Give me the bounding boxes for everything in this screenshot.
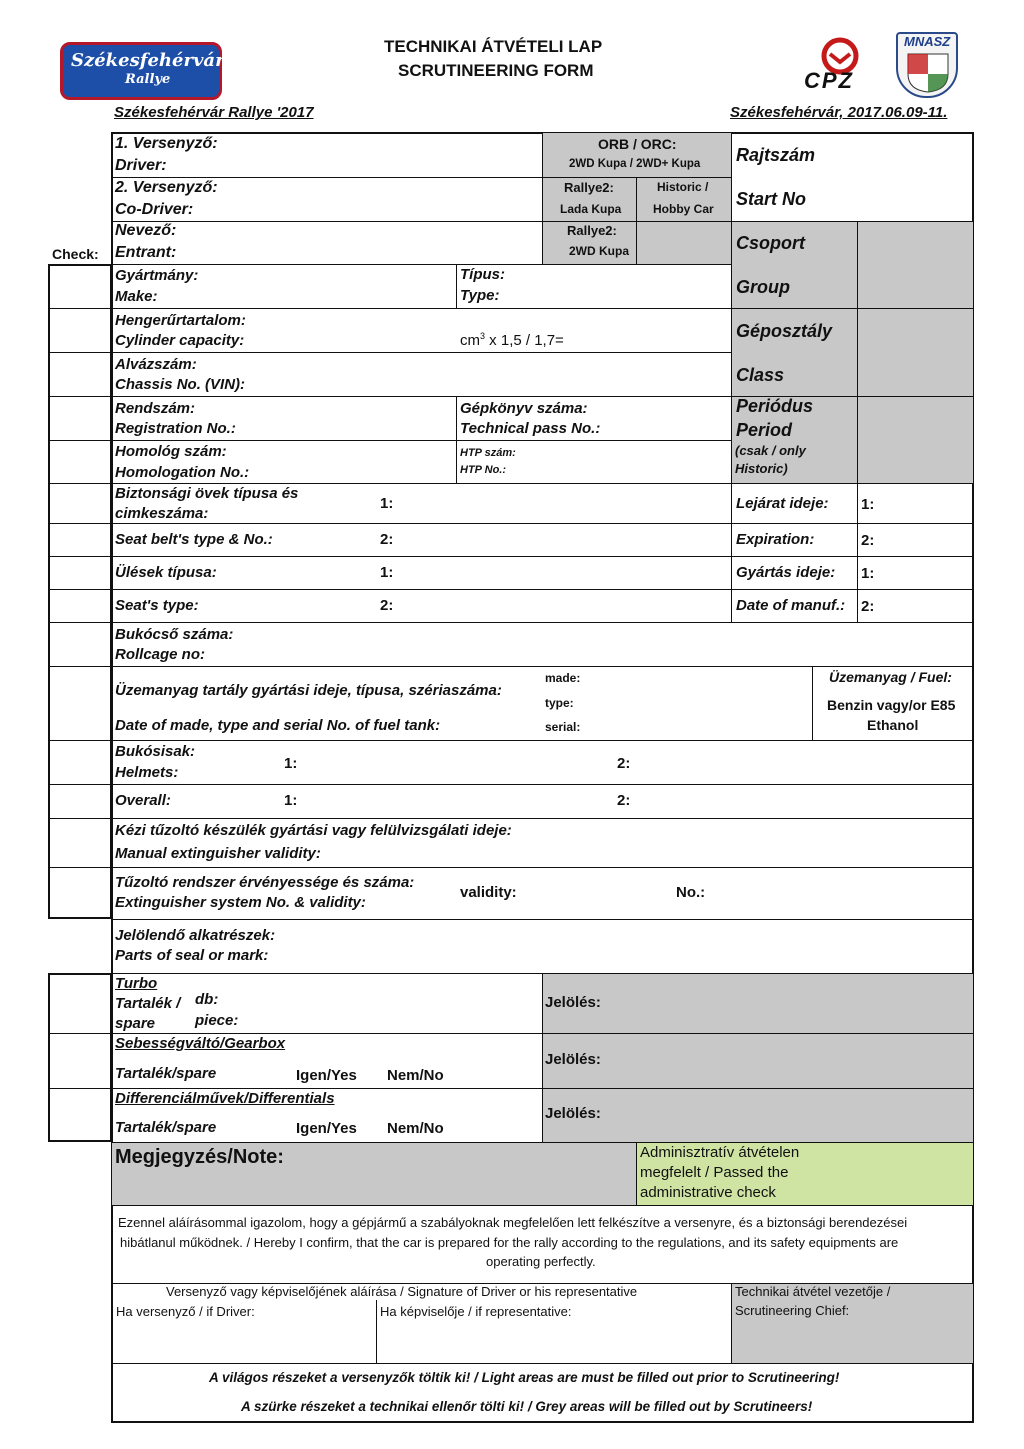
helmet-2-label: 2: — [617, 755, 631, 772]
ext-system-label: Tűzoltó rendszer érvényessége és száma: — [115, 874, 415, 891]
footer-line-2: A szürke részeket a technikai ellenőr tölti ki! / Grey areas will be filled out by Scrutineers! — [241, 1399, 813, 1414]
helmet-1-label: 1: — [284, 755, 298, 772]
belt-label-en: Seat belt's type & No.: — [115, 531, 273, 548]
entrant-label-en: Entrant: — [115, 244, 177, 261]
admin-check-1: Adminisztratív átvételen — [640, 1144, 800, 1161]
turbo-label: Turbo — [115, 975, 158, 992]
manuf-2-label: 2: — [861, 598, 875, 615]
diff-label: Differenciálművek/Differentials — [115, 1090, 335, 1107]
fuel-option-2: Ethanol — [867, 717, 919, 733]
rep-signature-field[interactable] — [378, 1322, 730, 1362]
page-subtitle: SCRUTINEERING FORM — [398, 61, 594, 80]
signature-title: Versenyző vagy képviselőjének aláírása / Signature of Driver or his representative — [166, 1284, 638, 1299]
manuf-label: Gyártás ideje: — [736, 564, 836, 581]
mnasz-logo — [896, 32, 958, 98]
note-field[interactable] — [290, 1143, 634, 1204]
class-label-en: Class — [736, 365, 785, 385]
helmet-label: Bukósisak: — [115, 743, 196, 760]
gearbox-spare-label: Tartalék/spare — [115, 1065, 217, 1082]
fuel-tank-label: Üzemanyag tartály gyártási ideje, típusa, szériaszáma: — [115, 682, 502, 699]
turbo-db-label: db: — [195, 991, 219, 1008]
helmet-label-en: Helmets: — [115, 764, 179, 781]
gearbox-mark-label: Jelölés: — [545, 1051, 601, 1068]
seat-1-label: 1: — [380, 564, 394, 581]
belt-label-2: cimkeszáma: — [115, 505, 209, 522]
codriver-label: 2. Versenyző: — [115, 179, 218, 196]
driver-label: 1. Versenyző: — [115, 135, 218, 152]
cylinder-formula: $cm^3$ x 1,5 / 1,7= — [460, 331, 564, 349]
fuel-tank-label-en: Date of made, type and serial No. of fuel tank: — [115, 717, 441, 734]
exp-label-en: Expiration: — [736, 531, 815, 548]
entrant-field[interactable] — [240, 222, 540, 263]
orb-sub: 2WD Kupa / 2WD+ Kupa — [569, 158, 701, 170]
cpz-logo — [800, 36, 880, 92]
seal-label-en: Parts of seal or mark: — [115, 947, 269, 964]
page-title: TECHNIKAI ÁTVÉTELI LAP — [384, 37, 603, 56]
seat-label-en: Seat's type: — [115, 597, 199, 614]
chief-label-2: Scrutineering Chief: — [735, 1303, 850, 1318]
event-place-date: Székesfehérvár, 2017.06.09-11. — [730, 104, 948, 121]
rallye2-lada-label: Rallye2: — [564, 180, 614, 195]
note-label: Megjegyzés/Note: — [115, 1146, 284, 1168]
turbo-piece-label: piece: — [195, 1012, 239, 1029]
belt-2-label: 2: — [380, 531, 394, 548]
gearbox-label: Sebességváltó/Gearbox — [115, 1035, 286, 1052]
exp-2-label: 2: — [861, 532, 875, 549]
group-label-en: Group — [736, 277, 790, 297]
event-logo — [60, 42, 225, 100]
chassis-label: Alvázszám: — [115, 356, 197, 373]
tech-pass-label: Gépkönyv száma: — [460, 400, 588, 417]
mnasz-shield-icon — [906, 52, 950, 94]
chief-label-1: Technikai átvétel vezetője / — [735, 1284, 891, 1299]
rallye2-2wd-label: Rallye2: — [567, 223, 617, 238]
class-label: Géposztály — [736, 321, 833, 341]
overall-2-label: 2: — [617, 792, 631, 809]
fuel-title: Üzemanyag / Fuel: — [829, 669, 952, 685]
codriver-label-en: Co-Driver: — [115, 201, 194, 218]
admin-check-3: administrative check — [640, 1184, 776, 1201]
seat-label: Ülések típusa: — [115, 564, 217, 581]
homologation-label: Homológ szám: — [115, 443, 227, 460]
event-logo-subtext: Rallye — [125, 72, 171, 87]
made-label: made: — [545, 671, 581, 685]
turbo-spare-label: Tartalék / — [115, 995, 181, 1012]
period-note-2: Historic) — [735, 461, 788, 476]
check-column — [48, 264, 112, 919]
period-note-1: (csak / only — [735, 443, 806, 458]
hobby-label: Hobby Car — [653, 202, 714, 216]
tank-type-label: type: — [545, 696, 574, 710]
check-column-lower — [48, 973, 112, 1142]
rollcage-label-en: Rollcage no: — [115, 646, 206, 663]
registration-label: Rendszám: — [115, 400, 196, 417]
manuf-1-label: 1: — [861, 565, 875, 582]
entrant-label: Nevező: — [115, 222, 177, 239]
belt-1-label: 1: — [380, 495, 394, 512]
type-label-en: Type: — [460, 287, 500, 304]
cylinder-label-en: Cylinder capacity: — [115, 332, 245, 349]
2wd-kupa-label: 2WD Kupa — [569, 244, 629, 258]
start-no-field[interactable] — [858, 134, 972, 220]
cpz-logo-text: CPZ — [804, 68, 854, 93]
period-label: Periódus — [736, 396, 814, 416]
exp-label: Lejárat ideje: — [736, 495, 829, 512]
diff-no-option[interactable]: Nem/No — [387, 1120, 444, 1137]
diff-mark-label: Jelölés: — [545, 1105, 601, 1122]
fuel-option-1: Benzin vagy/or E85 — [827, 697, 956, 713]
seat-2-label: 2: — [380, 597, 394, 614]
htp-label-en: HTP No.: — [460, 464, 507, 476]
rollcage-label: Bukócső száma: — [115, 626, 234, 643]
mnasz-logo-text: MNASZ — [904, 34, 951, 49]
diff-spare-label: Tartalék/spare — [115, 1119, 217, 1136]
overall-label: Overall: — [115, 792, 171, 809]
lada-kupa-label: Lada Kupa — [560, 202, 622, 216]
chassis-label-en: Chassis No. (VIN): — [115, 376, 246, 393]
chief-signature-field[interactable] — [733, 1322, 972, 1362]
ext-system-label-en: Extinguisher system No. & validity: — [115, 894, 366, 911]
period-label-en: Period — [736, 420, 793, 440]
type-label: Típus: — [460, 266, 505, 283]
extinguisher-label-en: Manual extinguisher validity: — [115, 845, 321, 862]
overall-1-label: 1: — [284, 792, 298, 809]
manuf-label-en: Date of manuf.: — [736, 597, 846, 614]
group-label: Csoport — [736, 233, 805, 253]
event-logo-text: Székesfehérvár — [71, 50, 225, 71]
seal-label: Jelölendő alkatrészek: — [115, 927, 276, 944]
start-no-label: Rajtszám — [736, 145, 816, 165]
codriver-field[interactable] — [240, 178, 540, 220]
driver-field[interactable] — [240, 134, 540, 176]
exp-1-label: 1: — [861, 496, 875, 513]
signature-driver-label: Ha versenyző / if Driver: — [116, 1304, 255, 1319]
turbo-grey — [542, 973, 973, 1033]
diff-yes-option[interactable]: Igen/Yes — [296, 1120, 357, 1137]
signature-rep-label: Ha képviselője / if representative: — [380, 1304, 572, 1319]
make-label: Gyártmány: — [115, 267, 199, 284]
cylinder-label: Hengerűrtartalom: — [115, 312, 246, 329]
extinguisher-label: Kézi tűzoltó készülék gyártási vagy felülvizsgálati ideje: — [115, 822, 512, 839]
belt-label-1: Biztonsági övek típusa és — [115, 485, 299, 502]
turbo-mark-label: Jelölés: — [545, 994, 601, 1011]
registration-label-en: Registration No.: — [115, 420, 236, 437]
gearbox-no-option[interactable]: Nem/No — [387, 1067, 444, 1084]
declaration-line-1: Ezennel aláírásommal igazolom, hogy a gépjármű a szabályoknak megfelelően lett felkészítve a versenyre, és a biztonsági berendezései — [118, 1215, 908, 1230]
serial-label: serial: — [545, 720, 581, 734]
check-label: Check: — [52, 246, 99, 262]
historic-label: Historic / — [657, 180, 709, 194]
declaration-line-3: operating perfectly. — [486, 1254, 596, 1269]
event-name: Székesfehérvár Rallye '2017 — [114, 104, 314, 121]
ext-no-label: No.: — [676, 884, 706, 901]
validity-label: validity: — [460, 884, 517, 901]
htp-label: HTP szám: — [460, 447, 516, 459]
admin-check-2: megfelelt / Passed the — [640, 1164, 789, 1181]
make-label-en: Make: — [115, 288, 158, 305]
driver-signature-field[interactable] — [113, 1322, 375, 1362]
orb-label: ORB / ORC: — [598, 136, 677, 152]
homologation-label-en: Homologation No.: — [115, 464, 250, 481]
gearbox-yes-option[interactable]: Igen/Yes — [296, 1067, 357, 1084]
start-no-label-en: Start No — [736, 189, 807, 209]
diff-grey — [542, 1088, 973, 1142]
tech-pass-label-en: Technical pass No.: — [460, 420, 601, 437]
declaration-line-2: hibátlanul működnek. / Hereby I confirm, that the car is prepared for the rally according to the regulations, and its safety equipments are — [120, 1235, 899, 1250]
footer-line-1: A világos részeket a versenyzők töltik ki! / Light areas are must be filled out prior to Scrutineering! — [209, 1370, 840, 1385]
turbo-spare-label-en: spare — [115, 1015, 156, 1032]
driver-label-en: Driver: — [115, 157, 167, 174]
gearbox-grey — [542, 1033, 973, 1088]
